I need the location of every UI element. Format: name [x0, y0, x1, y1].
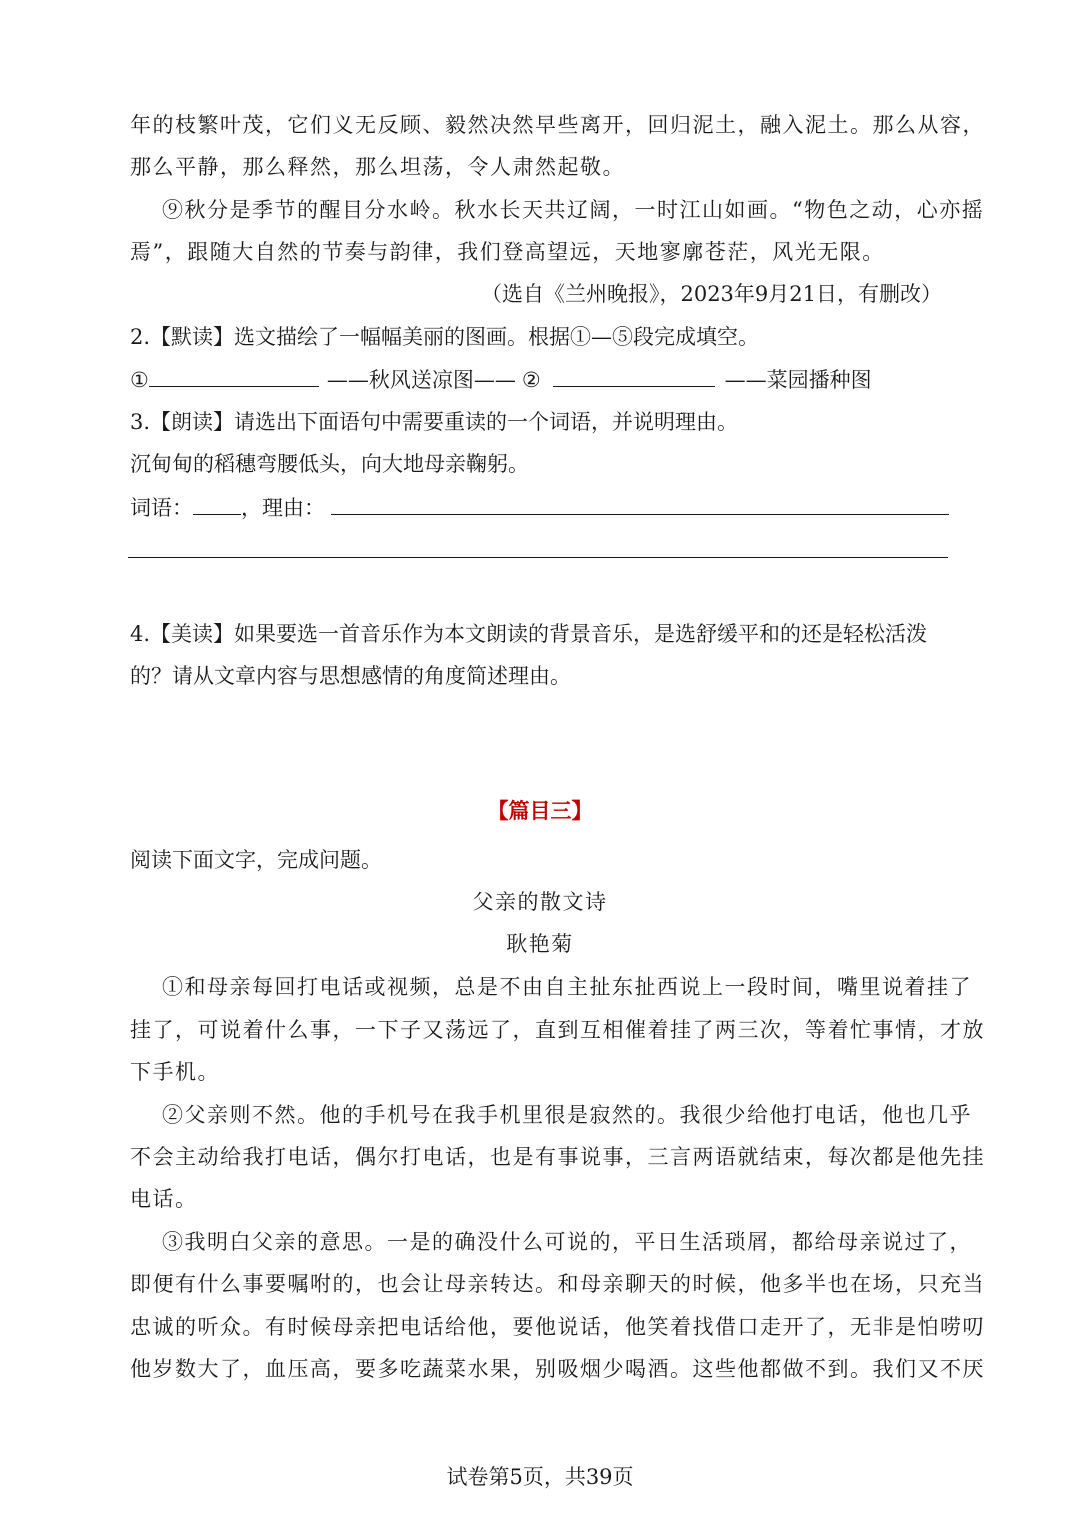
q2-stem: 2.【默读】选文描绘了一幅幅美丽的图画。根据①—⑤段完成填空。: [130, 325, 760, 349]
q3-answer-row: [130, 492, 950, 523]
q2-circle-2: ②: [521, 368, 541, 392]
passage-line-4: 焉”，跟随大自然的节奏与韵律，我们登高望远，天地寥廓苍茫，风光无限。: [130, 240, 885, 264]
article-line-9: 忠诚的听众。有时候母亲把电话给他，要他说话，他笑着找借口走开了，无非是怕唠叨: [130, 1315, 985, 1339]
passage-line-2: 那么平静，那么释然，那么坦荡，令人肃然起敬。: [130, 155, 625, 179]
q3-word-label: 词语：: [130, 496, 193, 520]
q4-line-2: 的？请从文章内容与思想感情的角度简述理由。: [130, 664, 571, 688]
passage-source: （选自《兰州晚报》，2023年9月21日，有删改）: [480, 282, 942, 306]
q2-blank-2[interactable]: [553, 364, 715, 387]
article-line-3: 下手机。: [130, 1060, 220, 1084]
section-instruction: 阅读下面文字，完成问题。: [130, 848, 382, 872]
q3-answer-line-2[interactable]: [128, 557, 948, 558]
passage-line-3: ⑨秋分是季节的醒目分水岭。秋水长天共辽阔，一时江山如画。“物色之动，心亦摇: [162, 198, 985, 222]
q2-end-text: ——菜园播种图: [724, 368, 872, 392]
page-footer: 试卷第5页，共39页: [446, 1465, 634, 1489]
q2-blank-1[interactable]: [149, 364, 319, 387]
q3-sentence: 沉甸甸的稻穗弯腰低头，向大地母亲鞠躬。: [130, 452, 529, 476]
article-line-4: ②父亲则不然。他的手机号在我手机里很是寂然的。我很少给他打电话，他也几乎: [162, 1103, 972, 1127]
q3-stem: 3.【朗读】请选出下面语句中需要重读的一个词语，并说明理由。: [130, 410, 739, 434]
article-line-5: 不会主动给我打电话，偶尔打电话，也是有事说事，三言两语就结束，每次都是他先挂: [130, 1145, 985, 1169]
section-heading: 【篇目三】: [487, 798, 593, 823]
q3-reason-blank[interactable]: [331, 492, 949, 515]
q3-reason-label: ，理由：: [241, 496, 325, 520]
article-line-1: ①和母亲每回打电话或视频，总是不由自主扯东扯西说上一段时间，嘴里说着挂了: [162, 975, 972, 999]
article-line-8: 即便有什么事要嘱咐的，也会让母亲转达。和母亲聊天的时候，他多半也在场，只充当: [130, 1272, 985, 1296]
q4-line-1: 4.【美读】如果要选一首音乐作为本文朗读的背景音乐，是选舒缓平和的还是轻松活泼: [130, 622, 928, 646]
q3-word-blank[interactable]: [193, 492, 241, 515]
article-author: 耿艳菊: [506, 932, 574, 956]
article-line-7: ③我明白父亲的意思。一是的确没什么可说的，平日生活琐屑，都给母亲说过了，: [162, 1230, 972, 1254]
article-line-10: 他岁数大了，血压高，要多吃蔬菜水果，别吸烟少喝酒。这些他都做不到。我们又不厌: [130, 1357, 985, 1381]
article-title: 父亲的散文诗: [472, 890, 608, 914]
article-line-2: 挂了，可说着什么事，一下子又荡远了，直到互相催着挂了两三次，等着忙事情，才放: [130, 1018, 985, 1042]
article-line-6: 电话。: [130, 1187, 198, 1211]
q2-fill-row: [130, 364, 950, 395]
passage-line-1: 年的枝繁叶茂，它们义无反顾、毅然决然早些离开，回归泥土，融入泥土。那么从容，: [130, 113, 985, 137]
q2-circle-1: ①: [130, 368, 149, 392]
q2-mid-text: ——秋风送凉图——: [326, 368, 516, 392]
